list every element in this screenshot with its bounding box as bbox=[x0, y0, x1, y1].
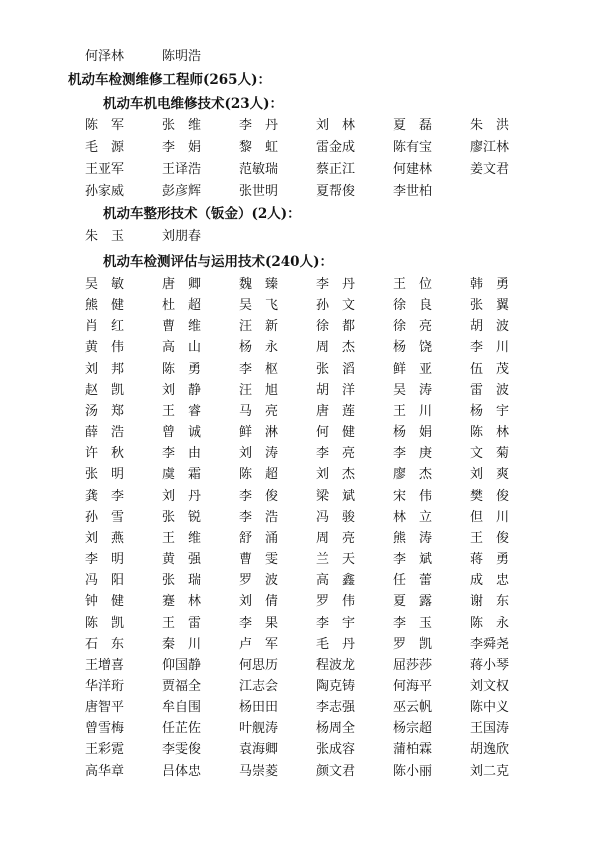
name-entry: 叶舰涛 bbox=[239, 721, 279, 737]
name-entry: 江志会 bbox=[239, 678, 279, 694]
name-entry: 王增喜 bbox=[85, 657, 125, 673]
name-entry: 彭彦辉 bbox=[162, 184, 202, 199]
name-entry: 秦 川 bbox=[162, 636, 202, 652]
name-entry: 胡逸欣 bbox=[470, 742, 510, 758]
name-entry: 徐 都 bbox=[316, 319, 356, 335]
name-entry: 宋 伟 bbox=[393, 488, 433, 504]
name-entry: 熊 健 bbox=[85, 298, 125, 314]
name-entry: 刘文权 bbox=[470, 678, 510, 694]
name-entry: 王译浩 bbox=[162, 162, 202, 177]
name-entry: 冯 阳 bbox=[85, 573, 125, 589]
name-entry: 孙家威 bbox=[85, 184, 125, 199]
name-entry: 王 睿 bbox=[162, 403, 202, 419]
name-entry: 钟 健 bbox=[85, 594, 125, 610]
name-entry: 任 蕾 bbox=[393, 573, 433, 589]
name-entry: 张 翼 bbox=[470, 298, 510, 314]
name-entry: 蔡正江 bbox=[316, 162, 356, 177]
name-entry: 罗 凯 bbox=[393, 636, 433, 652]
name-entry: 牟自围 bbox=[162, 700, 202, 716]
name-entry: 雷 波 bbox=[470, 382, 510, 398]
name-entry: 王 川 bbox=[393, 403, 433, 419]
name-entry: 刘 倩 bbox=[239, 594, 279, 610]
name-entry: 杨 宇 bbox=[470, 403, 510, 419]
name-entry: 夏帮俊 bbox=[316, 184, 356, 199]
name-entry: 毛 源 bbox=[85, 140, 125, 155]
name-entry: 李 浩 bbox=[239, 509, 279, 525]
name-entry: 谢 东 bbox=[470, 594, 510, 610]
name-entry: 吴 敏 bbox=[85, 277, 125, 292]
name-entry: 李 亮 bbox=[316, 446, 356, 462]
name-entry: 黄 强 bbox=[162, 552, 202, 568]
name-entry: 杨 饶 bbox=[393, 340, 433, 356]
name-entry: 曾 诚 bbox=[162, 425, 202, 441]
name-entry: 李志强 bbox=[316, 700, 356, 716]
name-entry: 鲜 亚 bbox=[393, 361, 433, 377]
name-entry: 鲜 淋 bbox=[239, 425, 279, 441]
name-entry: 杨 娟 bbox=[393, 425, 433, 441]
name-entry: 周 杰 bbox=[316, 340, 356, 356]
name-entry: 蒋小琴 bbox=[470, 657, 510, 673]
name-entry: 林 立 bbox=[393, 509, 433, 525]
name-entry: 何建林 bbox=[393, 162, 433, 177]
name-entry: 吴 飞 bbox=[239, 298, 279, 314]
name-entry: 吕体忠 bbox=[162, 763, 202, 779]
name-entry: 高 鑫 bbox=[316, 573, 356, 589]
name-entry: 仰国静 bbox=[162, 657, 202, 673]
name-entry: 蒋 勇 bbox=[470, 552, 510, 568]
names-grid-electromechanical bbox=[85, 116, 547, 204]
name-entry: 许 秋 bbox=[85, 446, 125, 462]
name-entry: 朱 洪 bbox=[470, 118, 510, 133]
name-entry: 程波龙 bbox=[316, 657, 356, 673]
name-entry: 范敏瑞 bbox=[239, 162, 279, 177]
name-entry: 杨周全 bbox=[316, 721, 356, 737]
names-grid-inspection bbox=[85, 275, 547, 783]
name-entry: 陈 凯 bbox=[85, 615, 125, 631]
name-entry: 刘 丹 bbox=[162, 488, 202, 504]
name-entry: 曹 维 bbox=[162, 319, 202, 335]
name-entry: 周 亮 bbox=[316, 530, 356, 546]
name-entry: 李 庚 bbox=[393, 446, 433, 462]
name-entry: 任芷佐 bbox=[162, 721, 202, 737]
name-entry: 王彩霓 bbox=[85, 742, 125, 758]
name-entry: 王亚军 bbox=[85, 162, 125, 177]
name-entry: 徐 良 bbox=[393, 298, 433, 314]
name-entry: 朱 玉 bbox=[85, 229, 125, 244]
name-entry: 陶克铸 bbox=[316, 678, 356, 694]
name-entry: 雷金成 bbox=[316, 140, 356, 155]
name-entry: 伍 茂 bbox=[470, 361, 510, 377]
name-entry: 张 滔 bbox=[316, 361, 356, 377]
name-entry: 何泽林 bbox=[85, 49, 125, 64]
name-entry: 李 玉 bbox=[393, 615, 433, 631]
name-entry: 汤 郑 bbox=[85, 403, 125, 419]
name-entry: 李 由 bbox=[162, 446, 202, 462]
name-entry: 汪 旭 bbox=[239, 382, 279, 398]
name-entry: 李 宇 bbox=[316, 615, 356, 631]
name-entry: 刘 涛 bbox=[239, 446, 279, 462]
name-entry: 陈中义 bbox=[470, 700, 510, 716]
name-entry: 刘 邦 bbox=[85, 361, 125, 377]
name-entry: 刘 林 bbox=[316, 118, 356, 133]
name-entry: 刘二克 bbox=[470, 763, 510, 779]
name-entry: 王 位 bbox=[393, 277, 433, 292]
name-entry: 刘 杰 bbox=[316, 467, 356, 483]
name-entry: 唐 莲 bbox=[316, 403, 356, 419]
name-entry: 毛 丹 bbox=[316, 636, 356, 652]
names-grid-bodywork bbox=[85, 227, 547, 249]
name-entry: 华洋珩 bbox=[85, 678, 125, 694]
name-entry: 唐 卿 bbox=[162, 277, 202, 292]
name-entry: 张 明 bbox=[85, 467, 125, 483]
name-entry: 陈 超 bbox=[239, 467, 279, 483]
name-entry: 陈明浩 bbox=[162, 49, 202, 64]
name-entry: 廖江林 bbox=[470, 140, 510, 155]
name-entry: 冯 骏 bbox=[316, 509, 356, 525]
name-entry: 张 锐 bbox=[162, 509, 202, 525]
name-entry: 孙 雪 bbox=[85, 509, 125, 525]
section-heading-electromechanical: 机动车机电维修技术(23人)： bbox=[103, 96, 284, 112]
name-entry: 但 川 bbox=[470, 509, 510, 525]
name-entry: 陈 勇 bbox=[162, 361, 202, 377]
name-entry: 杨田田 bbox=[239, 700, 279, 716]
name-entry: 杨 永 bbox=[239, 340, 279, 356]
name-entry: 唐智平 bbox=[85, 700, 125, 716]
name-entry: 屈莎莎 bbox=[393, 657, 433, 673]
name-entry: 袁海卿 bbox=[239, 742, 279, 758]
name-entry: 杨宗超 bbox=[393, 721, 433, 737]
name-entry: 虞 霜 bbox=[162, 467, 202, 483]
name-entry: 陈 林 bbox=[470, 425, 510, 441]
name-entry: 熊 涛 bbox=[393, 530, 433, 546]
name-entry: 罗 波 bbox=[239, 573, 279, 589]
name-entry: 舒 涌 bbox=[239, 530, 279, 546]
name-entry: 李 枢 bbox=[239, 361, 279, 377]
name-entry: 李 明 bbox=[85, 552, 125, 568]
name-entry: 蹇 林 bbox=[162, 594, 202, 610]
name-entry: 兰 天 bbox=[316, 552, 356, 568]
name-entry: 张成容 bbox=[316, 742, 356, 758]
name-entry: 刘朋春 bbox=[162, 229, 202, 244]
name-entry: 廖 杰 bbox=[393, 467, 433, 483]
name-entry: 巫云帆 bbox=[393, 700, 433, 716]
name-entry: 王国涛 bbox=[470, 721, 510, 737]
name-entry: 吴 涛 bbox=[393, 382, 433, 398]
name-entry: 何 健 bbox=[316, 425, 356, 441]
name-entry: 黎 虹 bbox=[239, 140, 279, 155]
name-entry: 龚 李 bbox=[85, 488, 125, 504]
name-entry: 石 东 bbox=[85, 636, 125, 652]
name-entry: 樊 俊 bbox=[470, 488, 510, 504]
name-entry: 高华章 bbox=[85, 763, 125, 779]
name-entry: 刘 燕 bbox=[85, 530, 125, 546]
name-entry: 李 丹 bbox=[316, 277, 356, 292]
name-entry: 张 瑞 bbox=[162, 573, 202, 589]
name-entry: 张 维 bbox=[162, 118, 202, 133]
name-entry: 杜 超 bbox=[162, 298, 202, 314]
name-entry: 罗 伟 bbox=[316, 594, 356, 610]
name-entry: 陈 军 bbox=[85, 118, 125, 133]
name-entry: 王 维 bbox=[162, 530, 202, 546]
name-entry: 薛 浩 bbox=[85, 425, 125, 441]
name-entry: 高 山 bbox=[162, 340, 202, 356]
name-entry: 夏 磊 bbox=[393, 118, 433, 133]
name-entry: 李 川 bbox=[470, 340, 510, 356]
section-heading-inspection: 机动车检测评估与运用技术(240人)： bbox=[103, 254, 333, 270]
name-entry: 李 斌 bbox=[393, 552, 433, 568]
name-entry: 赵 凯 bbox=[85, 382, 125, 398]
name-entry: 李 丹 bbox=[239, 118, 279, 133]
name-entry: 蒲柏霖 bbox=[393, 742, 433, 758]
name-entry: 汪 新 bbox=[239, 319, 279, 335]
name-entry: 王 雷 bbox=[162, 615, 202, 631]
name-entry: 曹 雯 bbox=[239, 552, 279, 568]
name-entry: 张世明 bbox=[239, 184, 279, 199]
name-entry: 孙 文 bbox=[316, 298, 356, 314]
name-entry: 姜文君 bbox=[470, 162, 510, 177]
name-entry: 李舜尧 bbox=[470, 636, 510, 652]
name-entry: 贾福全 bbox=[162, 678, 202, 694]
name-entry: 马崇菱 bbox=[239, 763, 279, 779]
name-entry: 李 娟 bbox=[162, 140, 202, 155]
name-entry: 李世柏 bbox=[393, 184, 433, 199]
name-entry: 胡 波 bbox=[470, 319, 510, 335]
name-entry: 颜文君 bbox=[316, 763, 356, 779]
name-entry: 李 果 bbox=[239, 615, 279, 631]
name-entry: 徐 亮 bbox=[393, 319, 433, 335]
name-entry: 黄 伟 bbox=[85, 340, 125, 356]
name-entry: 李 俊 bbox=[239, 488, 279, 504]
name-entry: 肖 红 bbox=[85, 319, 125, 335]
section-heading-bodywork: 机动车整形技术（钣金）(2人)： bbox=[103, 206, 301, 222]
name-entry: 夏 露 bbox=[393, 594, 433, 610]
name-entry: 魏 臻 bbox=[239, 277, 279, 292]
name-entry: 梁 斌 bbox=[316, 488, 356, 504]
name-entry: 文 菊 bbox=[470, 446, 510, 462]
continuation-names bbox=[85, 47, 547, 67]
name-entry: 卢 军 bbox=[239, 636, 279, 652]
name-entry: 李雯俊 bbox=[162, 742, 202, 758]
name-entry: 刘 爽 bbox=[470, 467, 510, 483]
name-entry: 何海平 bbox=[393, 678, 433, 694]
name-entry: 陈 永 bbox=[470, 615, 510, 631]
name-entry: 陈小丽 bbox=[393, 763, 433, 779]
name-entry: 成 忠 bbox=[470, 573, 510, 589]
name-entry: 王 俊 bbox=[470, 530, 510, 546]
name-entry: 韩 勇 bbox=[470, 277, 510, 292]
name-entry: 曾雪梅 bbox=[85, 721, 125, 737]
name-entry: 陈有宝 bbox=[393, 140, 433, 155]
category-title: 机动车检测维修工程师(265人)： bbox=[68, 72, 271, 88]
name-entry: 马 亮 bbox=[239, 403, 279, 419]
name-entry: 胡 洋 bbox=[316, 382, 356, 398]
name-entry: 刘 静 bbox=[162, 382, 202, 398]
name-entry: 何思历 bbox=[239, 657, 279, 673]
